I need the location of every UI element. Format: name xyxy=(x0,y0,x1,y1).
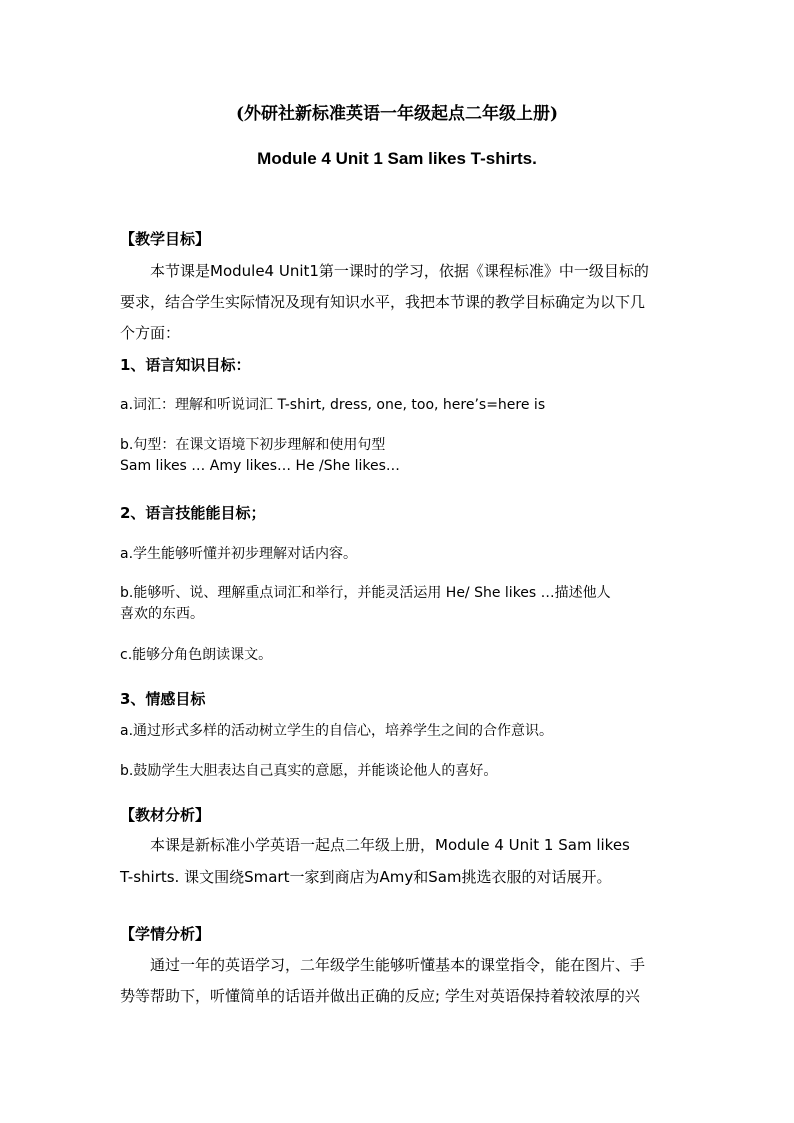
document-subtitle: Module 4 Unit 1 Sam likes T-shirts. xyxy=(257,149,537,168)
goal2-item-b-cont: 喜欢的东西。 xyxy=(120,606,204,622)
material-text-line: T-shirts. 课文围绕Smart一家到商店为Amy和Sam挑选衣服的对话展开。 xyxy=(120,868,612,886)
objectives-intro-line: 本节课是Module4 Unit1第一课时的学习，依据《课程标准》中一级目标的 xyxy=(150,262,649,280)
objectives-intro-line: 个方面： xyxy=(120,324,181,342)
goal1-vocabulary: a.词汇：理解和听说词汇 T-shirt, dress, one, too, here’s=here is xyxy=(120,397,546,413)
goal1-sentence-examples: Sam likes … Amy likes… He /She likes… xyxy=(120,458,400,474)
goal3-heading: 3、情感目标 xyxy=(120,690,206,708)
goal3-item-a: a.通过形式多样的活动树立学生的自信心，培养学生之间的合作意识。 xyxy=(120,723,554,739)
objectives-intro-line: 要求，结合学生实际情况及现有知识水平，我把本节课的教学目标确定为以下几 xyxy=(120,293,646,311)
goal2-item-a: a.学生能够听懂并初步理解对话内容。 xyxy=(120,546,358,562)
students-text-line: 势等帮助下，听懂简单的话语并做出正确的反应; 学生对英语保持着较浓厚的兴 xyxy=(120,987,640,1005)
goal3-item-b: b.鼓励学生大胆表达自己真实的意愿，并能谈论他人的喜好。 xyxy=(120,763,498,779)
goal2-heading: 2、语言技能能目标； xyxy=(120,504,266,522)
goal1-sentence-patterns: b.句型：在课文语境下初步理解和使用句型 xyxy=(120,437,386,453)
goal2-item-b: b.能够听、说、理解重点词汇和举行，并能灵活运用 He/ She likes …描述他人 xyxy=(120,585,611,601)
document-title: (外研社新标准英语一年级起点二年级上册) xyxy=(235,104,559,124)
material-text-line: 本课是新标准小学英语一起点二年级上册，Module 4 Unit 1 Sam likes xyxy=(150,836,630,854)
students-heading: 【学情分析】 xyxy=(120,925,211,943)
objectives-heading: 【教学目标】 xyxy=(120,230,211,248)
goal1-heading: 1、语言知识目标： xyxy=(120,356,251,374)
material-heading: 【教材分析】 xyxy=(120,806,211,824)
students-text-line: 通过一年的英语学习，二年级学生能够听懂基本的课堂指令，能在图片、手 xyxy=(150,956,646,974)
goal2-item-c: c.能够分角色朗读课文。 xyxy=(120,647,273,663)
